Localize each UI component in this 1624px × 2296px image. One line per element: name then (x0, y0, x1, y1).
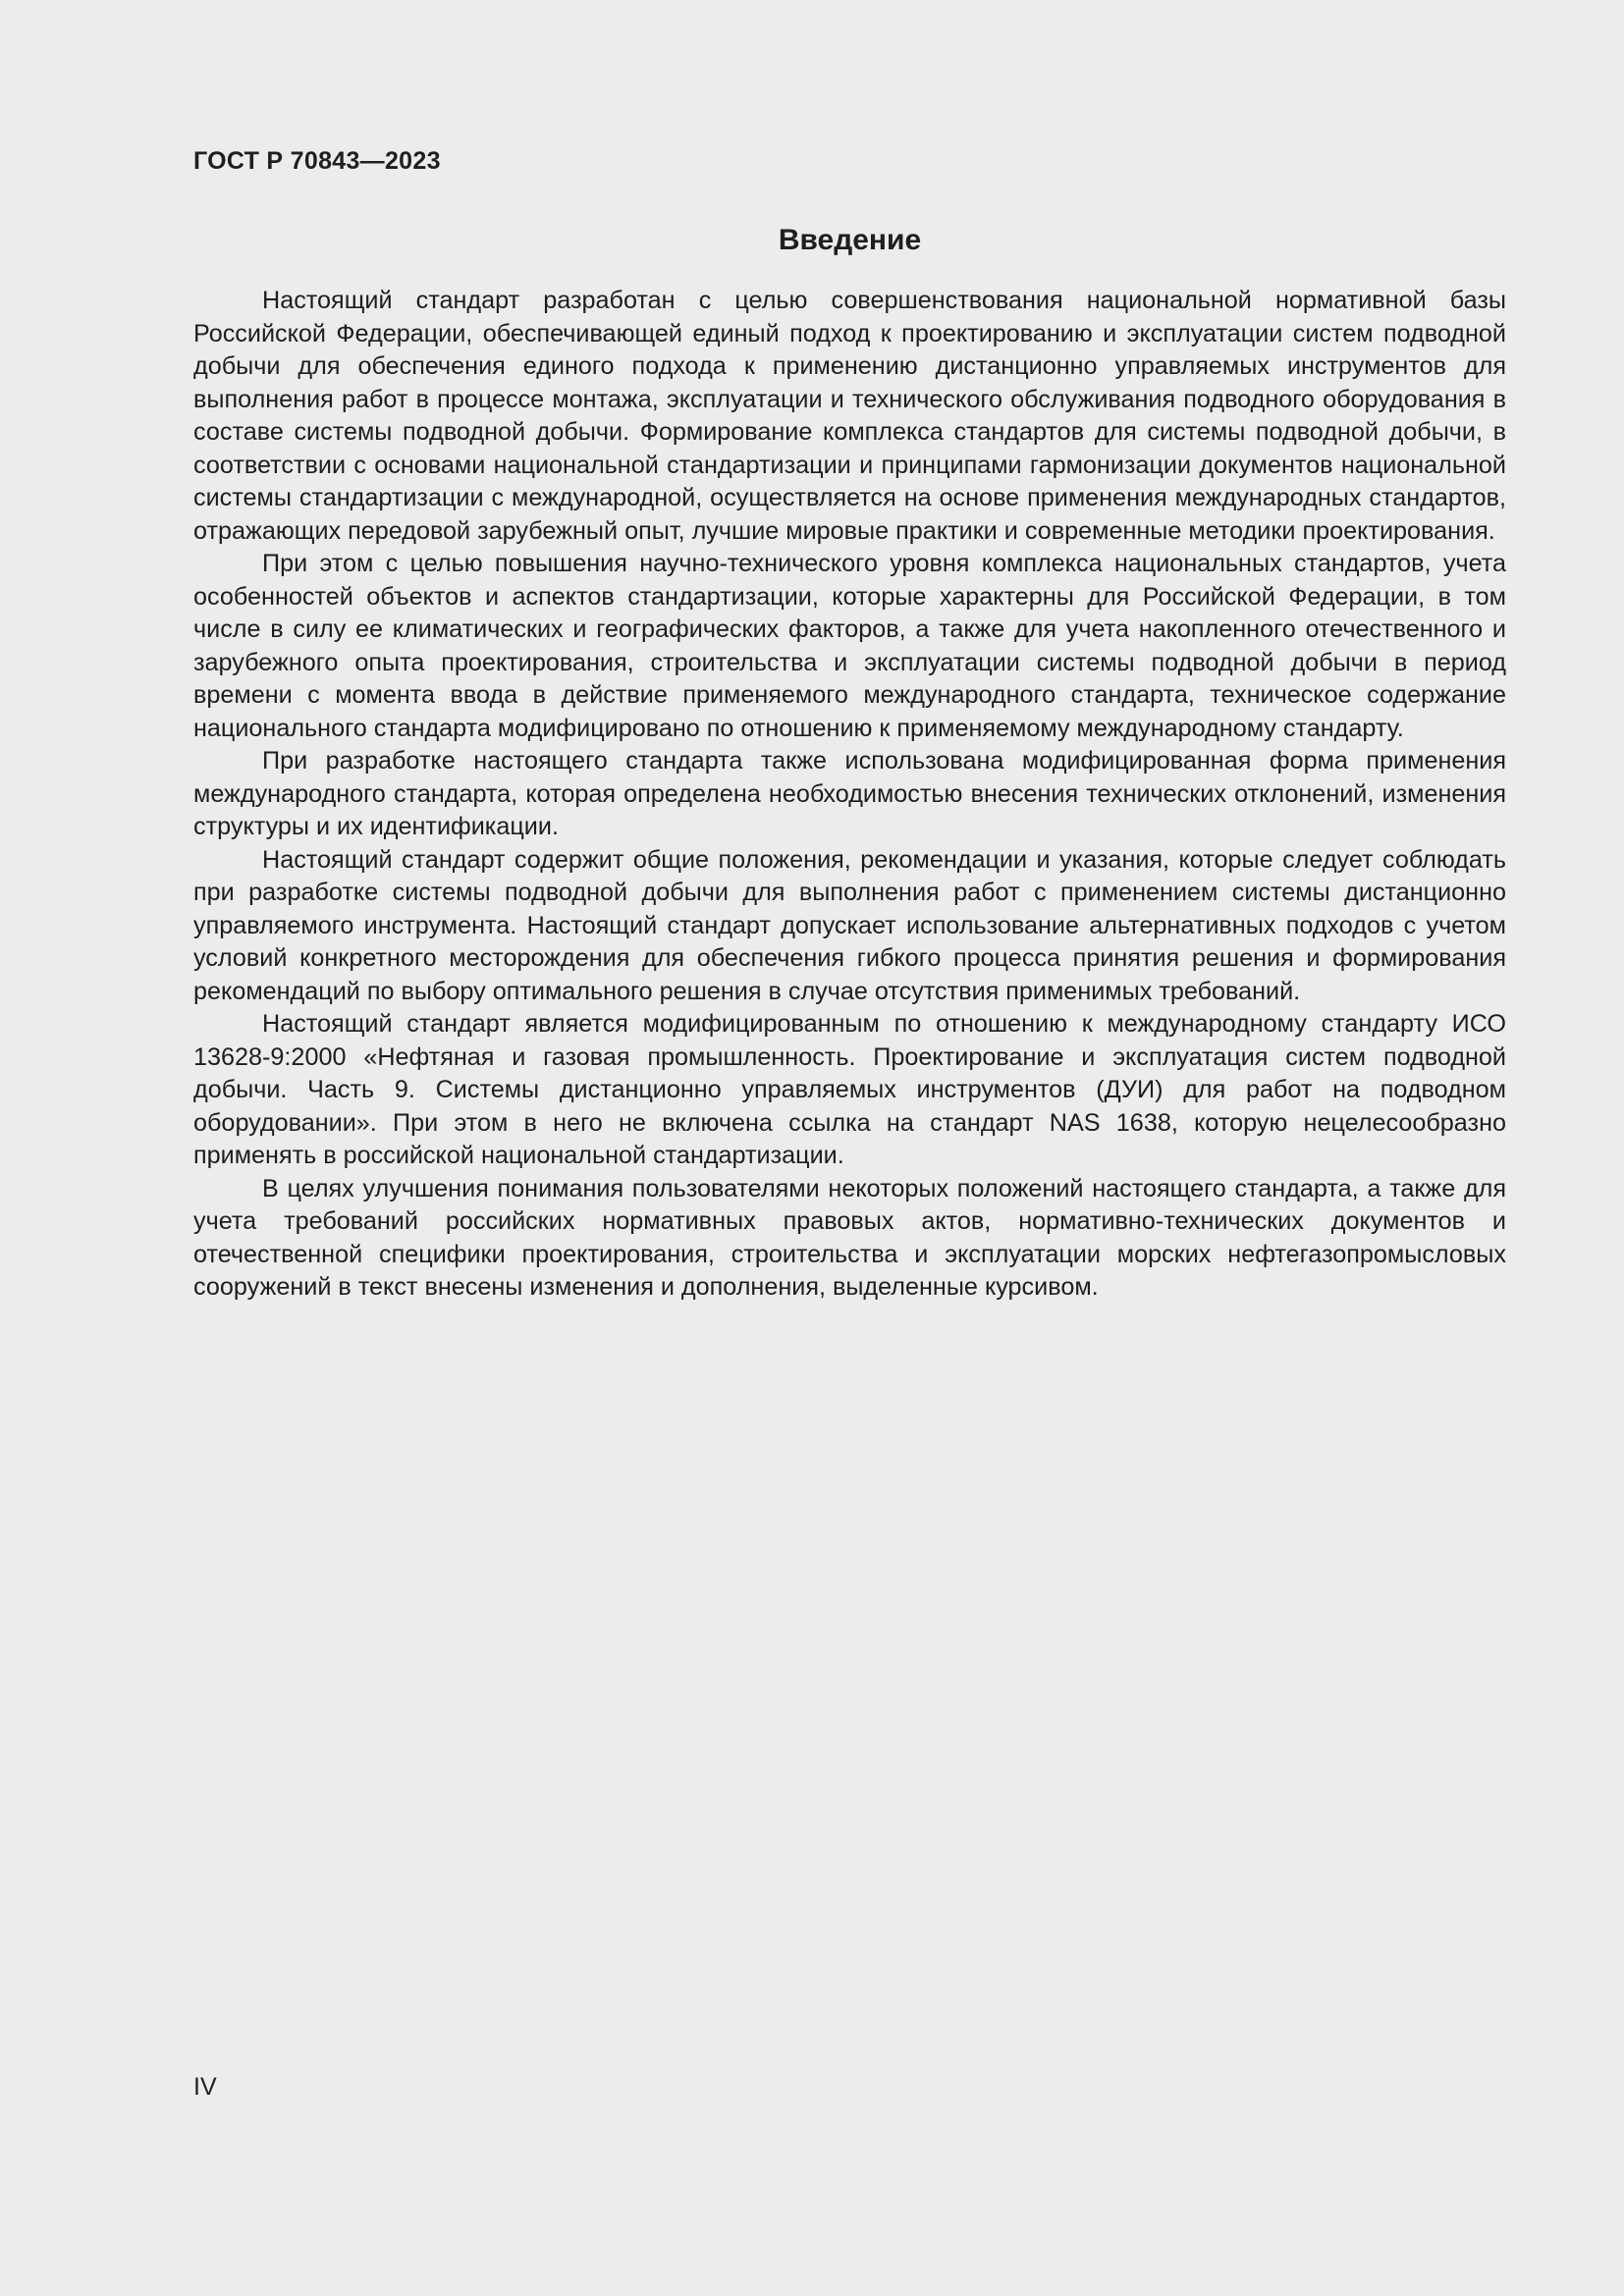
body-text (193, 285, 1506, 1305)
paragraph-3: При разработке настоящего стандарта также использована модифицированная форма применения международного стандарта, которая определена необходимостью внесения технических отклонений, изменения структуры и их идентификации. (193, 747, 1506, 840)
paragraph-6: В целях улучшения понимания пользователями некоторых положений настоящего стандарта, а также для учета требований российских нормативных правовых актов, нормативно-технических документов и отечественной специфики проектирования, строительства и эксплуатации морских нефтегазопромысловых сооружений в текст внесены изменения и дополнения, выделенные курсивом. (193, 1174, 1506, 1301)
paragraph-1: Настоящий стандарт разработан с целью совершенствования национальной нормативной базы Российской Федерации, обеспечивающей единый подход к проектированию и эксплуатации систем подводной добычи для обеспечения единого подхода к применению дистанционно управляемых инструментов для выполнения работ в процессе монтажа, эксплуатации и технического обслуживания подводного оборудования в составе системы подводной добычи. Формирование комплекса стандартов для системы подводной добычи, в соответствии с основами национальной стандартизации и принципами гармонизации документов национальной системы стандартизации с международной, осуществляется на основе применения международных стандартов, отражающих передовой зарубежный опыт, лучшие мировые практики и современные методики проектирования. (193, 287, 1506, 545)
paragraph-2: При этом с целью повышения научно-технического уровня комплекса национальных стандартов, учета особенностей объектов и аспектов стандартизации, которые характерны для Российской Федерации, в том числе в силу ее климатических и географических факторов, а также для учета накопленного отечественного и зарубежного опыта проектирования, строительства и эксплуатации системы подводной добычи в период времени с момента ввода в действие применяемого международного стандарта, техническое содержание национального стандарта модифицировано по отношению к применяемому международному стандарту. (193, 550, 1506, 742)
paragraph-4: Настоящий стандарт содержит общие положения, рекомендации и указания, которые следует соблюдать при разработке системы подводной добычи для выполнения работ с применением системы дистанционно управляемого инструмента. Настоящий стандарт допускает использование альтернативных подходов с учетом условий конкретного месторождения для обеспечения гибкого процесса принятия решения и формирования рекомендаций по выбору оптимального решения в случае отсутствия применимых требований. (193, 845, 1506, 1005)
page-number: IV (193, 2073, 217, 2101)
paragraph-5: Настоящий стандарт является модифицированным по отношению к международному стандарту ИСО 13628-9:2000 «Нефтяная и газовая промышленность. Проектирование и эксплуатация систем подводной добычи. Часть 9. Системы дистанционно управляемых инструментов (ДУИ) для работ на подводном оборудовании». При этом в него не включена ссылка на стандарт NAS 1638, которую нецелесообразно применять в российской национальной стандартизации. (193, 1010, 1506, 1169)
section-title: Введение (778, 224, 922, 256)
document-code: ГОСТ Р 70843—2023 (193, 147, 441, 175)
